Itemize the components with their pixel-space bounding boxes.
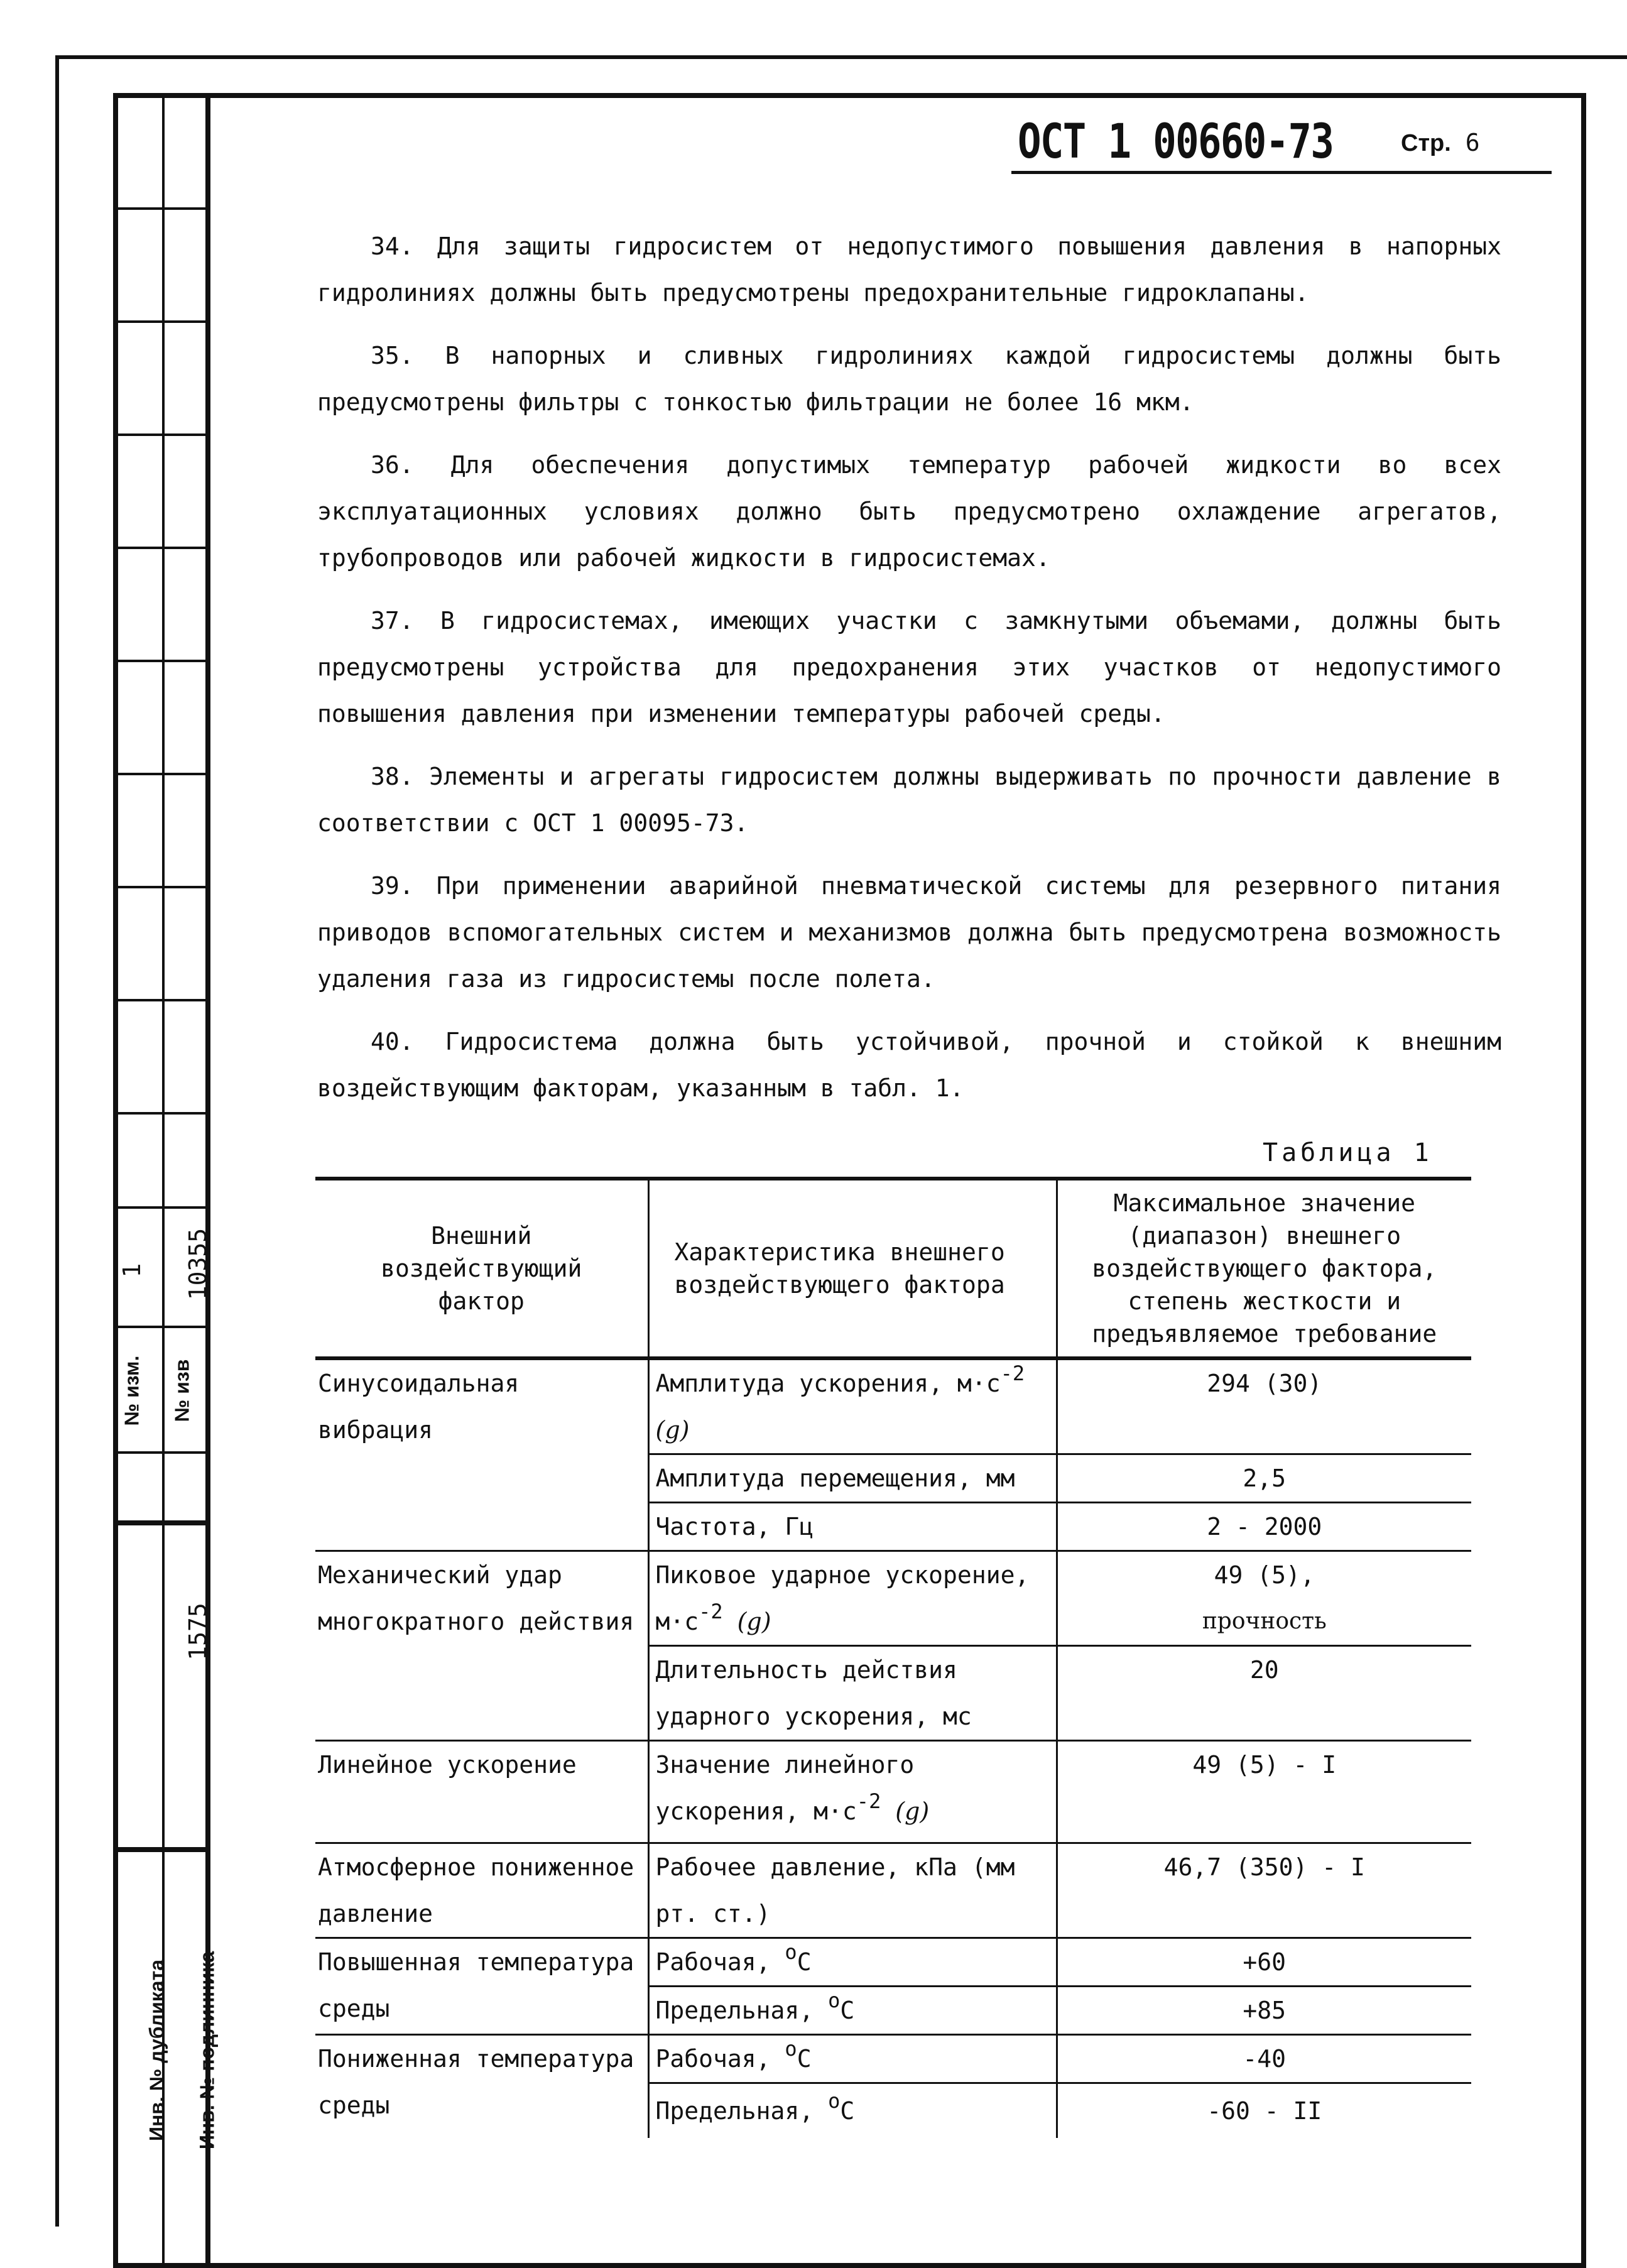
value-cell: 20 <box>1057 1646 1471 1741</box>
stamp-cell-line <box>113 207 210 210</box>
factor-cell: Атмосферное пониженное давление <box>315 1843 648 1938</box>
page-number-value: 6 <box>1465 129 1480 156</box>
value-cell: +85 <box>1057 1987 1471 2035</box>
stamp-cell-line <box>113 320 210 323</box>
stamp-cell-line <box>113 1520 210 1525</box>
paragraph-37: 37. В гидросистемах, имеющих участки с замкнутыми объемами, должны быть предусмотрены устройства для предохранения этих участков от недопустимого повышения давления при изменении температуры рабочей среды. <box>317 607 1501 728</box>
stamp-strip-divider <box>162 93 165 2268</box>
characteristic-cell: Предельная, $^o$C <box>648 1987 1057 2035</box>
characteristic-cell: Длительность действия ударного ускорения, мс <box>648 1646 1057 1741</box>
value-cell: +60 <box>1057 1938 1471 1987</box>
paragraph-40: 40. Гидросистема должна быть устойчивой, прочной и стойкой к внешним воздействующим факторам, указанным в табл. 1. <box>317 1028 1501 1102</box>
page-number <box>1401 129 1480 157</box>
notice-number-value: 10355 <box>184 1228 212 1300</box>
factor-cell: Повышенная температура среды <box>315 1938 648 2035</box>
value-cell: 2,5 <box>1057 1454 1471 1503</box>
table-header-characteristic: Характеристика внешнего воздействующего фактора <box>648 1179 1057 1358</box>
stamp-cell-line <box>113 1112 210 1115</box>
characteristic-cell: Пиковое ударное ускорение, $м\cdot с^{-2}$ (g) <box>648 1551 1057 1646</box>
value-cell: 46,7 (350) - I <box>1057 1843 1471 1938</box>
characteristic-cell: Значение линейного ускорения, $м\cdot с^{-2}$ (g) <box>648 1741 1057 1843</box>
table-row <box>315 1551 1471 1646</box>
stamp-cell-line <box>113 886 210 888</box>
table-header-value: Максимальное значение (диапазон) внешнего воздействующего фактора, степень жесткости и предъявляемое требование <box>1057 1179 1471 1358</box>
stamp-cell-line <box>113 773 210 775</box>
change-number-value: 1 <box>118 1263 146 1278</box>
duplicate-inventory-label: Инв. № дубликата <box>145 1959 168 2142</box>
value-cell: 2 - 2000 <box>1057 1503 1471 1551</box>
table-row <box>315 2035 1471 2083</box>
value-cell: 49 (5), прочность <box>1057 1551 1471 1646</box>
table-caption: Таблица 1 <box>1263 1138 1433 1167</box>
stamp-cell-line <box>113 1847 210 1852</box>
page-label: Стр. <box>1401 130 1451 156</box>
stamp-cell-line <box>113 433 210 436</box>
table-header-factor: Внешний воздействующий фактор <box>315 1179 648 1358</box>
paragraph-35: 35. В напорных и сливных гидролиниях каждой гидросистемы должны быть предусмотрены фильтры с тонкостью фильтрации не более 16 мкм. <box>317 342 1501 416</box>
characteristic-cell: Частота, Гц <box>648 1503 1057 1551</box>
characteristic-cell: Предельная, $^o$C <box>648 2083 1057 2139</box>
stamp-cell-line <box>113 660 210 662</box>
change-number-label: № изм. <box>120 1355 143 1426</box>
value-cell: 294 (30) <box>1207 1370 1322 1397</box>
paragraph-38: 38. Элементы и агрегаты гидросистем должны выдерживать по прочности давление в соответствии с ОСТ 1 00095-73. <box>317 763 1501 837</box>
value-cell: -40 <box>1057 2035 1471 2083</box>
factor-cell: Механический удар многократного действия <box>315 1551 648 1741</box>
factor-cell: Пониженная температура среды <box>315 2035 648 2139</box>
characteristic-cell: Рабочая, $^o$C <box>648 2035 1057 2083</box>
table-row <box>315 1358 1471 1454</box>
characteristic-cell: Рабочее давление, кПа (мм рт. ст.) <box>648 1843 1057 1938</box>
document-code: ОСТ 1 00660-73 <box>1018 113 1334 169</box>
stamp-cell-line <box>113 1451 210 1454</box>
stamp-cell-line <box>113 999 210 1001</box>
characteristic-cell: Амплитуда ускорения, $м\cdot с^{-2}$ (g) <box>648 1358 1057 1454</box>
value-cell: 49 (5) - I <box>1057 1741 1471 1843</box>
paragraph-39: 39. При применении аварийной пневматической системы для резервного питания приводов вспомогательных систем и механизмов должна быть предусмотрена возможность удаления газа из гидросистемы после полета. <box>317 872 1501 993</box>
external-factors-table <box>315 1177 1471 2138</box>
factor-cell: Линейное ускорение <box>315 1741 648 1843</box>
paragraph-36: 36. Для обеспечения допустимых температур рабочей жидкости во всех эксплуатационных условиях должно быть предусмотрено охлаждение агрегатов, трубопроводов или рабочей жидкости в гидросистемах. <box>317 451 1501 572</box>
table-row <box>315 1843 1471 1938</box>
characteristic-cell: Амплитуда перемещения, мм <box>648 1454 1057 1503</box>
paragraph-34: 34. Для защиты гидросистем от недопустимого повышения давления в напорных гидролиниях должны быть предусмотрены предохранительные гидроклапаны. <box>317 232 1501 307</box>
body-text <box>317 223 1501 1128</box>
notice-number-label: № изв <box>170 1359 193 1422</box>
table-row <box>315 1938 1471 1987</box>
stamp-cell-line <box>113 547 210 549</box>
header-underline <box>1011 171 1552 174</box>
table-row <box>315 1741 1471 1843</box>
original-inventory-value: 1575 <box>184 1603 212 1660</box>
characteristic-cell: Рабочая, $^o$C <box>648 1938 1057 1987</box>
factor-cell: Синусоидальная вибрация <box>318 1370 520 1444</box>
value-cell: -60 - II <box>1057 2083 1471 2139</box>
original-inventory-label: Инв. № подлинника <box>195 1951 219 2150</box>
